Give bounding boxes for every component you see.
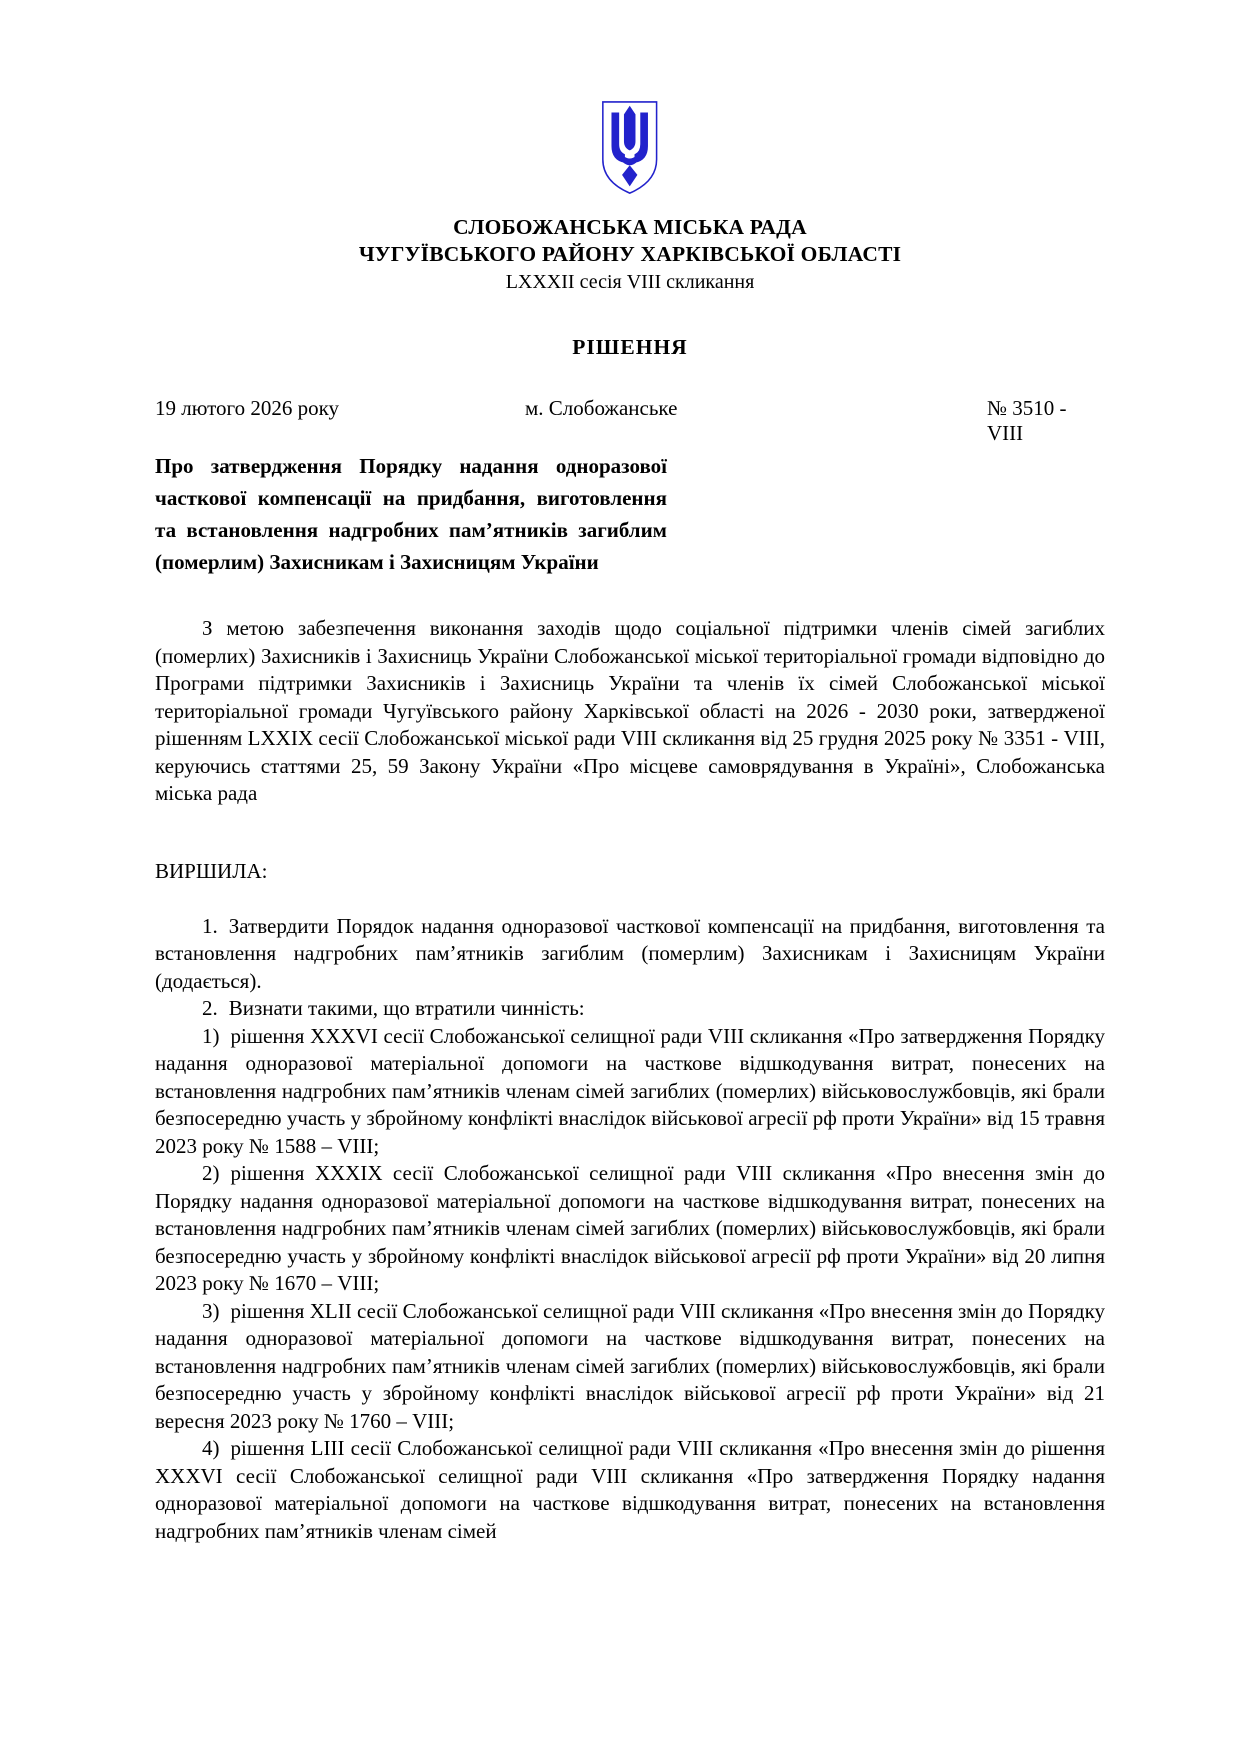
council-name: СЛОБОЖАНСЬКА МІСЬКА РАДА: [453, 215, 807, 239]
doc-place: м. Слобожанське: [525, 396, 678, 420]
item-1-number: 1.: [202, 913, 218, 938]
subitem-3-number: 3): [202, 1298, 220, 1323]
item-2-text: Визнати такими, що втратили чинність:: [228, 996, 585, 1020]
item-1-text: Затвердити Порядок надання одноразової часткової компенсації на придбання, виготовлення та встановлення надгробних пам’ятників загиблим (померлим) Захисникам і Захисницям України (додається).: [155, 913, 1105, 993]
ukraine-trident-icon: [599, 100, 660, 196]
district-name: ЧУГУЇВСЬКОГО РАЙОНУ ХАРКІВСЬКОЇ ОБЛАСТІ: [358, 242, 902, 266]
subitem-3: [155, 1298, 1105, 1436]
subitem-2-text: рішення XXXIX сесії Слобожанської селищної ради VIII скликання «Про внесення змін до Порядку надання одноразової матеріальної допомоги на часткове відшкодування витрат, понесених на встановлення надгробних пам’ятників членам сімей загиблих (померлих) військовослужбовців, які брали безпосередню участь у збройному конфлікті внаслідок військової агресії рф проти України» від 20 липня 2023 року № 1670 – VIII;: [155, 1161, 1105, 1295]
subitem-2-number: 2): [202, 1161, 220, 1185]
subitem-1-text: рішення XXXVI сесії Слобожанської селищної ради VIII скликання «Про затвердження Порядку надання одноразової матеріальної допомоги на часткове відшкодування витрат, понесених на встановлення надгробних пам’ятників членам сімей загиблих (померлих) військовослужбовців, які брали безпосередню участь у збройному конфлікті внаслідок військової агресії рф проти України» від 15 травня 2023 року № 1588 – VIII;: [155, 1023, 1105, 1158]
doc-date: 19 лютого 2026 року: [155, 396, 340, 420]
preamble-paragraph: З метою забезпечення виконання заходів щодо соціальної підтримки членів сімей загиблих (померлих) Захисників і Захисниць України Слобожанської міської територіальної громади відповідно до Програми підтримки Захисників і Захисниць України та членів їх сімей Слобожанської міської територіальної громади Чугуївського району Харківської області на 2026 - 2030 роки, затвердженої рішенням LXXIX сесії Слобожанської міської ради VIII скликання від 25 грудня 2025 року № 3351 - VIII, керуючись статтями 25, 59 Закону України «Про місцеве самоврядування в Україні», Слобожанська міська рада: [155, 616, 1105, 805]
subitem-2: [155, 1160, 1105, 1298]
subitem-1-number: 1): [202, 1023, 220, 1048]
resolved-label: ВИРШИЛА:: [155, 858, 268, 883]
doc-subject: Про затвердження Порядку надання одноразової часткової компенсації на придбання, виготовлення та встановлення надгробних пам’ятників загиблим (померлим) Захисникам і Захисницям України: [155, 454, 667, 574]
document-header: [155, 214, 1105, 296]
subitem-4-text: рішення LIII сесії Слобожанської селищної ради VIII скликання «Про внесення змін до рішення XXXVI сесії Слобожанської селищної ради VIII скликання «Про затвердження Порядку надання одноразової матеріальної допомоги на часткове відшкодування витрат, понесених на встановлення надгробних пам’ятників членам сімей: [155, 1436, 1105, 1543]
meta-row: [155, 396, 1105, 445]
doc-body: [155, 615, 1105, 1545]
subitem-4: [155, 1435, 1105, 1545]
doc-type-title: РІШЕННЯ: [572, 335, 688, 359]
subitem-1: [155, 1023, 1105, 1161]
doc-number: № 3510 - VIII: [987, 396, 1067, 445]
subitem-4-number: 4): [202, 1436, 220, 1460]
emblem-container: [155, 100, 1105, 198]
item-1: [155, 913, 1105, 996]
session-line: LXXXII сесія VIII скликання: [505, 271, 755, 293]
item-2: [155, 995, 1105, 1023]
item-2-number: 2.: [202, 996, 218, 1020]
subitem-3-text: рішення XLII сесії Слобожанської селищної ради VIII скликання «Про внесення змін до Порядку надання одноразової матеріальної допомоги на часткове відшкодування витрат, понесених на встановлення надгробних пам’ятників членам сімей загиблих (померлих) військовослужбовців, які брали безпосередню участь у збройному конфлікті внаслідок військової агресії рф проти України» від 21 вересня 2023 року № 1760 – VIII;: [155, 1298, 1105, 1433]
